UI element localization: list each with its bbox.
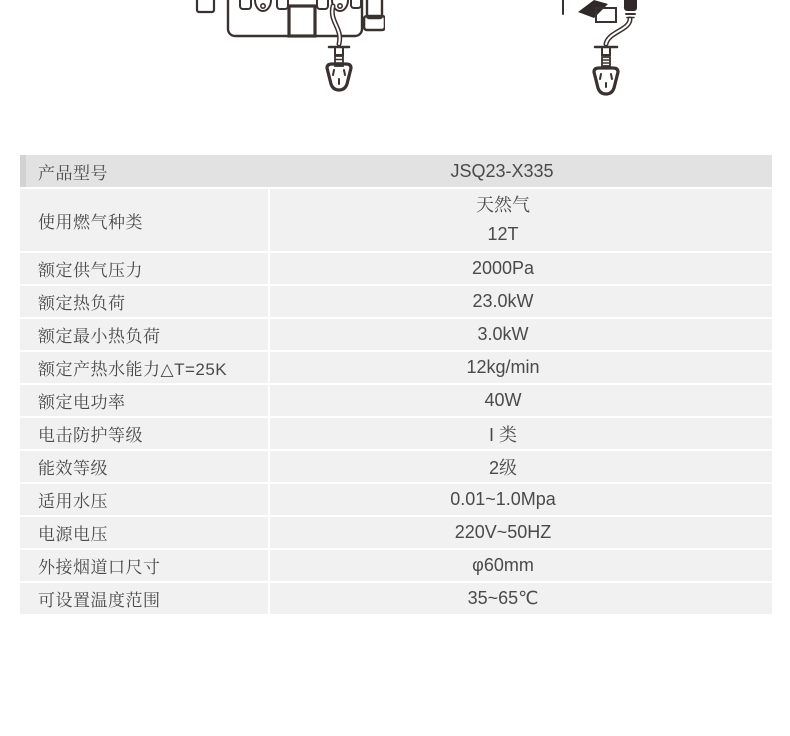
spec-row-value: [270, 189, 772, 251]
spec-row: [20, 418, 772, 449]
spec-row-value: 2级: [270, 451, 772, 482]
spec-row-value: 0.01~1.0Mpa: [270, 484, 772, 515]
spec-header-value: JSQ23-X335: [450, 160, 554, 181]
spec-value-line: 天然气: [476, 195, 530, 215]
spec-row: [20, 286, 772, 317]
mounting-tab-icon: [289, 6, 315, 36]
spec-row: [20, 583, 772, 614]
left-bracket-icon: [197, 0, 214, 12]
spec-row: [20, 253, 772, 284]
spec-row-label: 能效等级: [20, 451, 268, 482]
spec-row: [20, 484, 772, 515]
heater-bottom-drawing: [193, 0, 385, 92]
spec-row: [20, 319, 772, 350]
spec-row: [20, 451, 772, 482]
power-cord-diagram: [548, 0, 648, 101]
spec-row: [20, 385, 772, 416]
spec-row-value: 40W: [270, 385, 772, 416]
power-plug-icon: [594, 68, 618, 94]
spec-table: [20, 155, 772, 616]
spec-row-value: 2000Pa: [270, 253, 772, 284]
spec-row-label: 额定产热水能力△T=25K: [20, 352, 268, 383]
spec-row-label: 额定电功率: [20, 385, 268, 416]
spec-rows: [20, 189, 772, 614]
power-plug-icon: [327, 64, 351, 90]
spec-row-value: I 类: [270, 418, 772, 449]
spec-row: [20, 352, 772, 383]
spec-row: [20, 189, 772, 251]
spec-row-value: 23.0kW: [270, 286, 772, 317]
spec-row-label: 额定热负荷: [20, 286, 268, 317]
spec-header-label: 产品型号: [38, 163, 108, 183]
spec-row-label: 使用燃气种类: [20, 189, 268, 251]
spec-row: [20, 517, 772, 548]
header-accent-bar: [20, 155, 26, 187]
spec-row-label: 适用水压: [20, 484, 268, 515]
power-cord-drawing: [548, 0, 648, 96]
spec-row-value: 12kg/min: [270, 352, 772, 383]
spec-row-value: φ60mm: [270, 550, 772, 581]
spec-row-label: 可设置温度范围: [20, 583, 268, 614]
spec-row-label: 电击防护等级: [20, 418, 268, 449]
spec-value-line: 12T: [487, 224, 519, 244]
spec-row-value: 220V~50HZ: [270, 517, 772, 548]
spec-row-label: 额定最小热负荷: [20, 319, 268, 350]
spec-row-value: 35~65℃: [270, 583, 772, 614]
heater-bottom-diagram: [193, 0, 385, 97]
spec-row-value: 3.0kW: [270, 319, 772, 350]
spec-row-label: 电源电压: [20, 517, 268, 548]
spec-header-row: [20, 155, 772, 187]
spec-row-label: 额定供气压力: [20, 253, 268, 284]
cord-stub-icon: [624, 0, 637, 11]
spec-row: [20, 550, 772, 581]
spec-row-label: 外接烟道口尺寸: [20, 550, 268, 581]
